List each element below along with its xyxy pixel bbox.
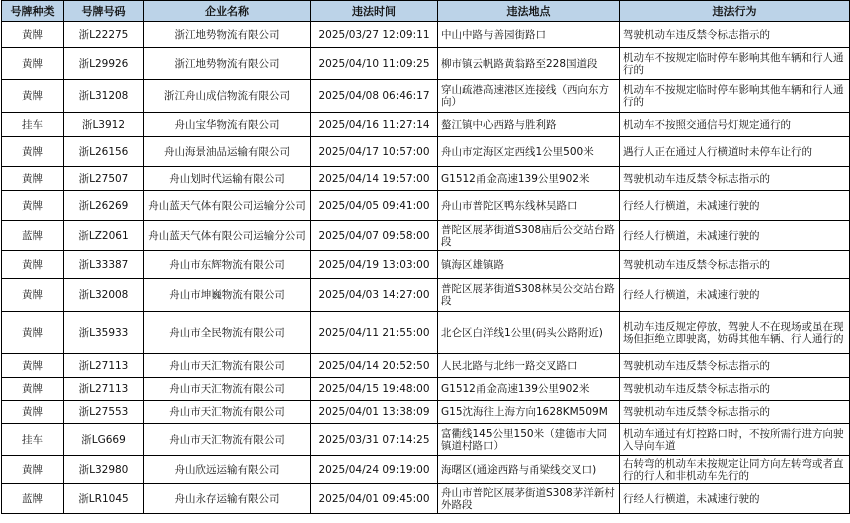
cell-plate-type: 蓝牌 <box>2 484 64 514</box>
cell-violation-time: 2025/04/14 20:52:50 <box>311 354 438 378</box>
cell-violation-behavior: 遇行人正在通过人行横道时未停车让行的 <box>620 137 850 167</box>
cell-violation-time: 2025/04/11 21:55:00 <box>311 312 438 354</box>
cell-plate-number: 浙L27113 <box>64 378 144 401</box>
cell-plate-number: 浙L27507 <box>64 167 144 191</box>
header-violation-time: 违法时间 <box>311 1 438 22</box>
cell-company-name: 舟山欣远运输有限公司 <box>144 456 311 484</box>
table-header-row <box>2 1 850 22</box>
cell-violation-time: 2025/04/05 09:41:00 <box>311 191 438 221</box>
cell-plate-number: 浙LZ2061 <box>64 221 144 251</box>
table-row <box>2 378 850 401</box>
cell-plate-type: 黄牌 <box>2 251 64 279</box>
cell-company-name: 舟山蓝天气体有限公司运输分公司 <box>144 221 311 251</box>
cell-plate-number: 浙L27553 <box>64 401 144 424</box>
cell-violation-time: 2025/04/17 10:57:00 <box>311 137 438 167</box>
cell-plate-number: 浙LG669 <box>64 424 144 456</box>
cell-violation-place: 螯江镇中心西路与胜利路 <box>438 113 620 137</box>
cell-plate-number: 浙L31208 <box>64 80 144 113</box>
cell-violation-behavior: 驾驶机动车违反禁令标志指示的 <box>620 354 850 378</box>
cell-company-name: 舟山市天汇物流有限公司 <box>144 378 311 401</box>
cell-violation-behavior: 机动车不按照交通信号灯规定通行的 <box>620 113 850 137</box>
table-row <box>2 80 850 113</box>
cell-plate-type: 黄牌 <box>2 279 64 312</box>
cell-violation-time: 2025/04/01 13:38:09 <box>311 401 438 424</box>
table-row <box>2 251 850 279</box>
cell-plate-type: 黄牌 <box>2 48 64 80</box>
table-row <box>2 312 850 354</box>
cell-plate-number: 浙L35933 <box>64 312 144 354</box>
cell-plate-type: 黄牌 <box>2 312 64 354</box>
cell-company-name: 舟山市坤巍物流有限公司 <box>144 279 311 312</box>
table-row <box>2 456 850 484</box>
cell-violation-behavior: 行经人行横道，未减速行驶的 <box>620 484 850 514</box>
cell-violation-place: 人民北路与北纬一路交叉路口 <box>438 354 620 378</box>
table-row <box>2 484 850 514</box>
cell-violation-place: 北仑区白洋线1公里(码头公路附近) <box>438 312 620 354</box>
cell-plate-type: 黄牌 <box>2 167 64 191</box>
cell-violation-place: 普陀区展茅街道S308庙后公交站台路段 <box>438 221 620 251</box>
cell-violation-time: 2025/04/16 11:27:14 <box>311 113 438 137</box>
cell-violation-time: 2025/04/14 19:57:00 <box>311 167 438 191</box>
cell-company-name: 舟山蓝天气体有限公司运输分公司 <box>144 191 311 221</box>
cell-plate-number: 浙L22275 <box>64 22 144 48</box>
cell-violation-place: 舟山市普陀区展茅街道S308茅洋新村外路段 <box>438 484 620 514</box>
table-row <box>2 137 850 167</box>
table-row <box>2 191 850 221</box>
header-company-name: 企业名称 <box>144 1 311 22</box>
cell-violation-behavior: 驾驶机动车违反禁令标志指示的 <box>620 378 850 401</box>
cell-plate-type: 黄牌 <box>2 80 64 113</box>
cell-violation-time: 2025/03/27 12:09:11 <box>311 22 438 48</box>
cell-plate-type: 黄牌 <box>2 137 64 167</box>
cell-violation-behavior: 驾驶机动车违反禁令标志指示的 <box>620 167 850 191</box>
cell-violation-place: G1512甬金高速139公里902米 <box>438 167 620 191</box>
cell-violation-place: 舟山市普陀区鸭东线林吴路口 <box>438 191 620 221</box>
cell-company-name: 舟山永存运输有限公司 <box>144 484 311 514</box>
table-row <box>2 167 850 191</box>
cell-violation-place: 中山中路与善园街路口 <box>438 22 620 48</box>
cell-violation-place: 富衢线145公里150米（建德市大同镇道村路口） <box>438 424 620 456</box>
cell-company-name: 舟山市天汇物流有限公司 <box>144 424 311 456</box>
cell-violation-behavior: 机动车通过有灯控路口时，不按所需行进方向驶入导向车道 <box>620 424 850 456</box>
header-violation-behavior: 违法行为 <box>620 1 850 22</box>
cell-violation-time: 2025/04/07 09:58:00 <box>311 221 438 251</box>
cell-violation-time: 2025/03/31 07:14:25 <box>311 424 438 456</box>
cell-violation-place: 舟山市定海区定西线1公里500米 <box>438 137 620 167</box>
cell-violation-time: 2025/04/15 19:48:00 <box>311 378 438 401</box>
cell-plate-number: 浙L33387 <box>64 251 144 279</box>
table-row <box>2 424 850 456</box>
cell-plate-type: 挂车 <box>2 424 64 456</box>
cell-company-name: 浙江地势物流有限公司 <box>144 48 311 80</box>
cell-violation-place: G1512甬金高速139公里902米 <box>438 378 620 401</box>
cell-company-name: 舟山海景油品运输有限公司 <box>144 137 311 167</box>
cell-violation-time: 2025/04/19 13:03:00 <box>311 251 438 279</box>
cell-violation-behavior: 机动车不按规定临时停车影响其他车辆和行人通行的 <box>620 80 850 113</box>
cell-company-name: 舟山市全民物流有限公司 <box>144 312 311 354</box>
cell-plate-type: 黄牌 <box>2 354 64 378</box>
cell-plate-number: 浙L29926 <box>64 48 144 80</box>
table-row <box>2 354 850 378</box>
cell-violation-behavior: 驾驶机动车违反禁令标志指示的 <box>620 251 850 279</box>
cell-violation-time: 2025/04/03 14:27:00 <box>311 279 438 312</box>
cell-violation-place: 镇海区雄镇路 <box>438 251 620 279</box>
cell-plate-type: 黄牌 <box>2 22 64 48</box>
header-violation-place: 违法地点 <box>438 1 620 22</box>
table-row <box>2 113 850 137</box>
cell-plate-number: 浙L32008 <box>64 279 144 312</box>
table-row <box>2 221 850 251</box>
cell-company-name: 舟山市天汇物流有限公司 <box>144 401 311 424</box>
cell-plate-number: 浙L26156 <box>64 137 144 167</box>
cell-company-name: 浙江舟山成信物流有限公司 <box>144 80 311 113</box>
cell-plate-type: 挂车 <box>2 113 64 137</box>
cell-violation-place: 海曙区(通途西路与甬梁线交叉口) <box>438 456 620 484</box>
cell-plate-type: 蓝牌 <box>2 221 64 251</box>
cell-plate-number: 浙L26269 <box>64 191 144 221</box>
cell-violation-behavior: 机动车违反规定停放，驾驶人不在现场或虽在现场但拒绝立即驶离，妨碍其他车辆、行人通行的 <box>620 312 850 354</box>
cell-violation-place: 穿山疏港高速港区连接线（西向东方向） <box>438 80 620 113</box>
cell-violation-time: 2025/04/24 09:19:00 <box>311 456 438 484</box>
cell-plate-number: 浙L32980 <box>64 456 144 484</box>
cell-plate-type: 黄牌 <box>2 191 64 221</box>
cell-company-name: 舟山宝华物流有限公司 <box>144 113 311 137</box>
cell-violation-behavior: 驾驶机动车违反禁令标志指示的 <box>620 22 850 48</box>
cell-plate-number: 浙L3912 <box>64 113 144 137</box>
table-row <box>2 401 850 424</box>
cell-violation-place: G15沈海往上海方向1628KM509M <box>438 401 620 424</box>
cell-plate-type: 黄牌 <box>2 401 64 424</box>
table-row <box>2 48 850 80</box>
cell-plate-type: 黄牌 <box>2 378 64 401</box>
header-plate-type: 号牌种类 <box>2 1 64 22</box>
cell-violation-time: 2025/04/01 09:45:00 <box>311 484 438 514</box>
cell-company-name: 舟山市天汇物流有限公司 <box>144 354 311 378</box>
cell-violation-time: 2025/04/10 11:09:25 <box>311 48 438 80</box>
cell-violation-behavior: 驾驶机动车违反禁令标志指示的 <box>620 401 850 424</box>
table-row <box>2 22 850 48</box>
cell-violation-place: 普陀区展茅街道S308林吴公交站台路段 <box>438 279 620 312</box>
cell-company-name: 舟山划时代运输有限公司 <box>144 167 311 191</box>
cell-violation-behavior: 行经人行横道，未减速行驶的 <box>620 221 850 251</box>
cell-plate-type: 黄牌 <box>2 456 64 484</box>
violation-table <box>1 0 850 514</box>
cell-violation-behavior: 行经人行横道，未减速行驶的 <box>620 279 850 312</box>
cell-company-name: 浙江地势物流有限公司 <box>144 22 311 48</box>
cell-violation-behavior: 机动车不按规定临时停车影响其他车辆和行人通行的 <box>620 48 850 80</box>
header-plate-number: 号牌号码 <box>64 1 144 22</box>
cell-plate-number: 浙L27113 <box>64 354 144 378</box>
cell-violation-place: 柳市镇云帆路黄翁路至228国道段 <box>438 48 620 80</box>
cell-plate-number: 浙LR1045 <box>64 484 144 514</box>
table-row <box>2 279 850 312</box>
cell-violation-behavior: 行经人行横道，未减速行驶的 <box>620 191 850 221</box>
cell-violation-time: 2025/04/08 06:46:17 <box>311 80 438 113</box>
cell-company-name: 舟山市东辉物流有限公司 <box>144 251 311 279</box>
cell-violation-behavior: 右转弯的机动车未按规定让同方向左转弯或者直行的行人和非机动车先行的 <box>620 456 850 484</box>
